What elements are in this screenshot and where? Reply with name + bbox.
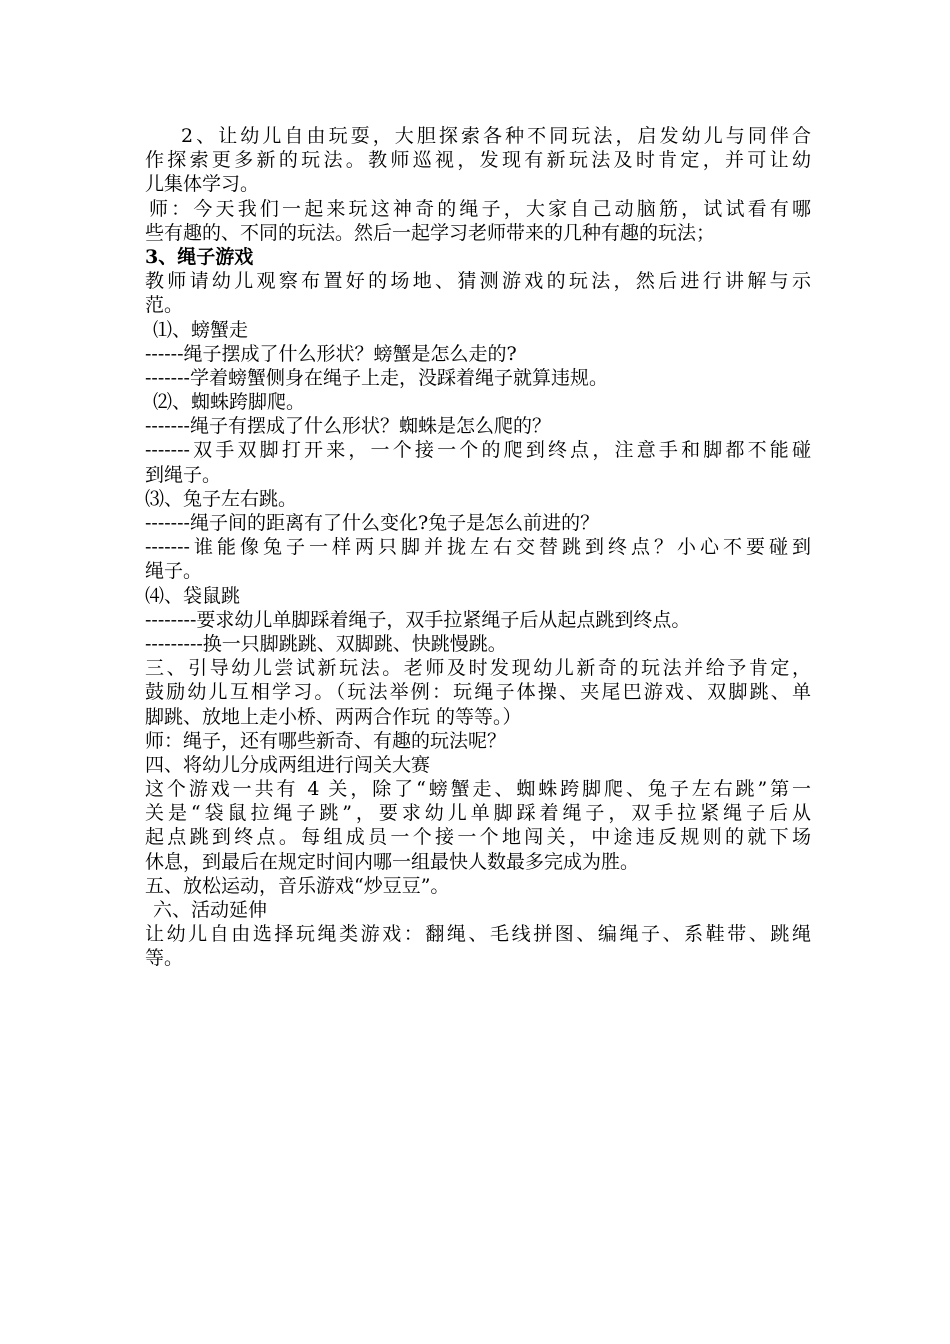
paragraph-line: 2、让幼儿自由玩耍，大胆探索各种不同玩法，启发幼儿与同伴合	[181, 125, 811, 147]
list-item-line: -------学着螃蟹侧身在绳子上走，没踩着绳子就算违规。	[145, 366, 608, 389]
paragraph-line: 些有趣的、不同的玩法。然后一起学习老师带来的几种有趣的玩法；	[145, 221, 716, 244]
paragraph-line: 脚跳、放地上走小桥、两两合作玩 的等等。）	[145, 705, 522, 728]
paragraph-line: 师：绳子，还有哪些新奇、有趣的玩法呢？	[145, 729, 507, 752]
list-item-line: ------绳子摆成了什么形状？螃蟹是怎么走的?	[145, 342, 517, 365]
list-item-line: 到绳子。	[145, 463, 222, 486]
paragraph-line: 起点跳到终点。每组成员一个接一个地闯关，中途违反规则的就下场	[145, 826, 811, 849]
paragraph-line: 范。	[145, 294, 184, 317]
paragraph-line: 作探索更多新的玩法。教师巡视，发现有新玩法及时肯定，并可让幼	[145, 149, 811, 172]
list-item-line: 绳子。	[145, 560, 203, 583]
paragraph-line: 教师请幼儿观察布置好的场地、猜测游戏的玩法，然后进行讲解与示	[145, 270, 811, 293]
list-item-heading: ⑶、兔子左右跳。	[145, 487, 298, 510]
list-item-heading: ⑴、螃蟹走	[153, 318, 249, 341]
list-item-line: -------绳子间的距离有了什么变化?兔子是怎么前进的？	[145, 512, 600, 534]
paragraph-line: 关是“袋鼠拉绳子跳”，要求幼儿单脚踩着绳子，双手拉紧绳子后从	[145, 802, 811, 825]
list-item-line: -------双手双脚打开来，一个接一个的爬到终点，注意手和脚都不能碰	[145, 439, 811, 462]
list-item-heading: ⑷、袋鼠跳	[145, 584, 241, 607]
list-item-line: -------绳子有摆成了什么形状？蜘蛛是怎么爬的？	[145, 415, 551, 438]
paragraph-line: 等。	[145, 947, 184, 970]
list-item-line: -------谁能像兔子一样两只脚并拢左右交替跳到终点？小心不要碰到	[145, 536, 811, 559]
paragraph-line: 这个游戏一共有 4 关，除了“螃蟹走、蜘蛛跨脚爬、兔子左右跳”第一	[145, 778, 811, 801]
paragraph-line: 师：今天我们一起来玩这神奇的绳子，大家自己动脑筋，试试看有哪	[149, 197, 811, 220]
paragraph-line: 三、引导幼儿尝试新玩法。老师及时发现幼儿新奇的玩法并给予肯定，	[145, 657, 811, 680]
list-item-heading: ⑵、蜘蛛跨脚爬。	[153, 391, 306, 414]
paragraph-line: 休息，到最后在规定时间内哪一组最快人数最多完成为胜。	[145, 850, 640, 873]
paragraph-line: 儿集体学习。	[145, 173, 260, 196]
section-heading: 3、绳子游戏	[145, 245, 254, 268]
section-heading: 六、活动延伸	[153, 899, 268, 921]
list-item-line: ---------换一只脚跳跳、双脚跳、快跳慢跳。	[145, 632, 507, 655]
section-heading: 五、放松运动，音乐游戏“炒豆豆”。	[145, 874, 450, 897]
list-item-line: --------要求幼儿单脚踩着绳子，双手拉紧绳子后从起点跳到终点。	[145, 608, 691, 631]
paragraph-line: 让幼儿自由选择玩绳类游戏：翻绳、毛线拼图、编绳子、系鞋带、跳绳	[145, 923, 811, 946]
document-body	[145, 124, 815, 971]
paragraph-line: 鼓励幼儿互相学习。（玩法举例：玩绳子体操、夹尾巴游戏、双脚跳、单	[145, 681, 811, 704]
section-heading: 四、将幼儿分成两组进行闯关大赛	[145, 753, 431, 776]
